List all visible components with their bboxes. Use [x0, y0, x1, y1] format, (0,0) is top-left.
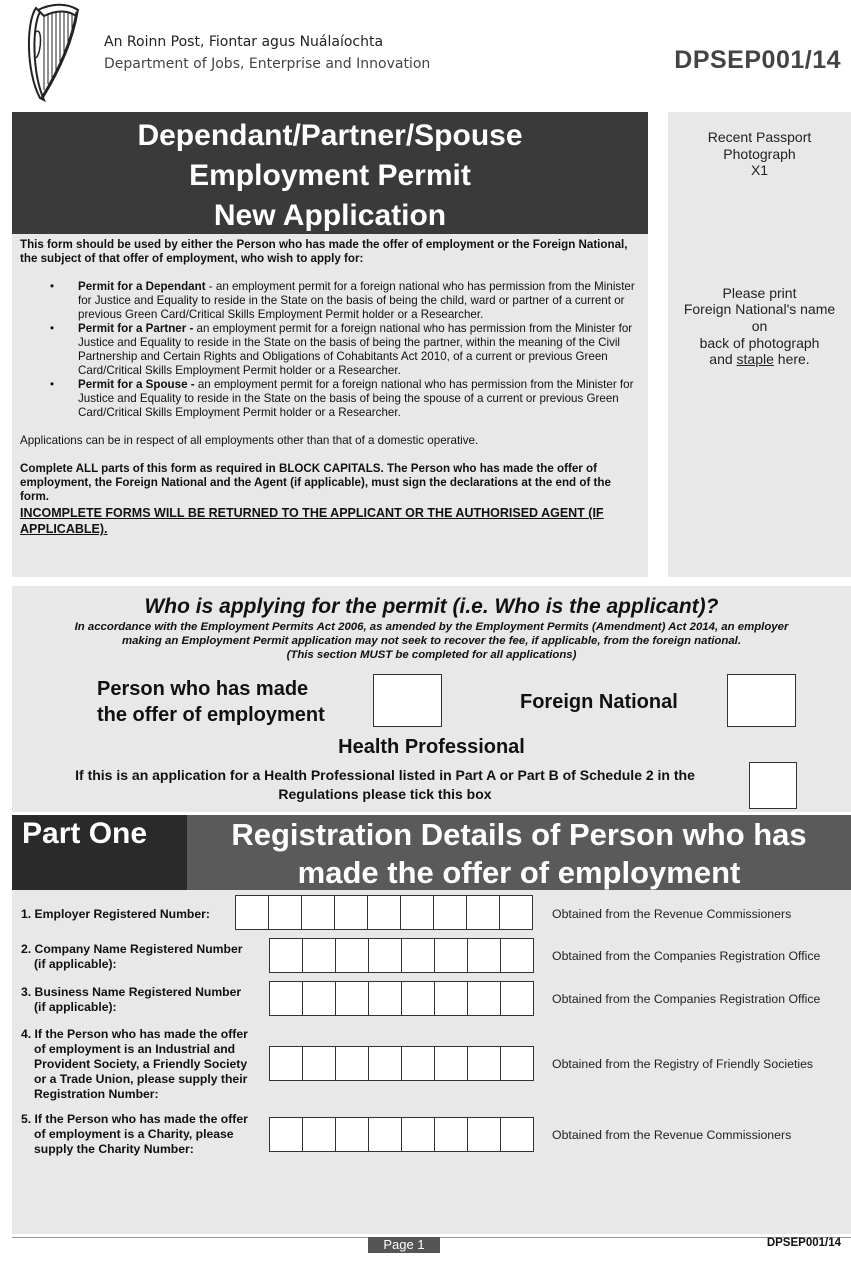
form-code: DPSEP001/14 — [674, 46, 841, 74]
field-label — [21, 907, 210, 922]
applicant-heading: Who is applying for the permit (i.e. Who is the applicant)? — [144, 595, 719, 618]
health-professional-line: Regulations please tick this box — [278, 786, 492, 802]
instructions: Complete ALL parts of this form as required in BLOCK CAPITALS. The Person who has made the offer of employment, the Foreign National and the Agent (if applicable), must sign the declarations at the end of the form. — [20, 462, 611, 503]
permit-term: Permit for a Partner - — [78, 322, 194, 335]
part-one-title-line: Registration Details of Person who has — [231, 817, 807, 852]
bullet-icon: • — [50, 378, 55, 391]
field-label-line: or a Trade Union, please supply their — [34, 1072, 248, 1086]
passport-photo-area — [668, 112, 851, 577]
permit-term: Permit for a Spouse - — [78, 378, 195, 391]
field-label-line: 4. If the Person who has made the offer — [21, 1027, 248, 1041]
photo-instruction: on — [751, 317, 768, 334]
field-label — [21, 1112, 248, 1157]
staple-word: staple — [736, 351, 774, 368]
field-note: Obtained from the Revenue Commissioners — [552, 1128, 792, 1142]
form-title-line: Dependant/Partner/Spouse — [137, 119, 523, 152]
permit-description: an employment permit for a foreign national who has permission from the Minister for Justice and Equality to reside in the State on the basis of being the partner, within the meaning of the Civil Partnership and Certain Rights and Obligations of Cohabitants Act 2010, of a current or previous Green Card/Critical Skills Employment Permit holder or a Researcher. — [78, 322, 633, 377]
photo-label: X1 — [750, 162, 769, 179]
photo-instruction-text: and — [709, 351, 737, 368]
health-professional-heading: Health Professional — [338, 736, 525, 758]
photo-instruction — [668, 351, 851, 368]
part-one-label: Part One — [12, 815, 187, 890]
page-number: Page 1 — [368, 1237, 440, 1253]
photo-instruction: Foreign National's name — [683, 301, 836, 318]
health-professional-checkbox[interactable] — [749, 762, 797, 809]
field-label-line: Provident Society, a Friendly Society — [34, 1057, 248, 1071]
list-item — [20, 280, 640, 322]
photo-label: Recent Passport — [707, 129, 812, 145]
field-label-line: 3. Business Name Registered Number — [21, 985, 242, 999]
society-number-input[interactable] — [270, 1046, 534, 1081]
field-note: Obtained from the Companies Registration Office — [552, 992, 821, 1006]
field-note: Obtained from the Revenue Commissioners — [552, 907, 792, 921]
incomplete-warning: INCOMPLETE FORMS WILL BE RETURNED TO THE APPLICANT OR THE AUTHORISED AGENT (IF APPLICABLE). — [20, 506, 604, 536]
field-label-line: 2. Company Name Registered Number — [21, 942, 243, 956]
applicant-subtext-line: (This section MUST be completed for all applications) — [286, 649, 577, 661]
permit-type-list — [20, 280, 640, 420]
harp-icon — [22, 2, 82, 104]
option-employer-label — [97, 676, 325, 728]
permit-term: Permit for a Dependant — [78, 280, 206, 293]
photo-instruction-text: here. — [773, 351, 810, 368]
department-irish: An Roinn Post, Fiontar agus Nuálaíochta — [104, 34, 384, 50]
intro-panel — [12, 112, 648, 577]
employer-number-input[interactable] — [236, 895, 533, 930]
field-label — [21, 942, 242, 972]
option-foreign-label: Foreign National — [520, 691, 678, 713]
list-item — [20, 322, 640, 378]
field-label-line: of employment is an Industrial and — [34, 1042, 236, 1056]
bullet-icon: • — [50, 280, 55, 293]
field-label-line: supply the Charity Number: — [34, 1142, 194, 1156]
applicant-subtext-line: making an Employment Permit application may not seek to recover the fee, if applicable, from the foreign national. — [121, 635, 742, 647]
health-professional-line: If this is an application for a Health Professional listed in Part A or Part B of Schedule 2 in the — [75, 767, 695, 783]
foreign-national-checkbox[interactable] — [727, 674, 796, 727]
form-title — [12, 112, 648, 234]
applicant-section — [12, 586, 851, 812]
intro-text — [12, 234, 648, 537]
department-english: Department of Jobs, Enterprise and Innovation — [104, 56, 431, 72]
company-number-input[interactable] — [270, 938, 534, 973]
registration-fields — [12, 890, 851, 1234]
part-one-title-line: made the offer of employment — [297, 855, 741, 890]
list-item — [20, 378, 640, 420]
field-label — [21, 1027, 248, 1102]
bullet-icon: • — [50, 322, 55, 335]
intro-lead: This form should be used by either the Person who has made the offer of employment or the Foreign National, the subject of that offer of employment, who wish to apply for: — [20, 238, 628, 265]
field-label-line: (if applicable): — [34, 1000, 117, 1014]
scope-note: Applications can be in respect of all employments other than that of a domestic operative. — [20, 434, 479, 447]
employer-checkbox[interactable] — [373, 674, 442, 727]
permit-description: an employment permit for a foreign national who has permission from the Minister for Justice and Equality to reside in the State on the basis of being the spouse of a current or previous Green Card/Critical Skills Employment Permit holder or a Researcher. — [78, 378, 634, 419]
form-title-line: New Application — [213, 199, 447, 232]
photo-label: Photograph — [723, 145, 796, 162]
field-label-line: of employment is a Charity, please — [34, 1127, 234, 1141]
health-professional-text — [20, 766, 750, 804]
permit-description: - an employment permit for a foreign national who has permission from the Minister for Justice and Equality to reside in the State on the basis of being the child, ward or partner of a current or previous Green Card/Critical Skills Employment Permit holder or a Researcher. — [78, 280, 635, 321]
field-note: Obtained from the Companies Registration Office — [552, 949, 821, 963]
field-label-line: 1. Employer Registered Number: — [21, 907, 210, 921]
field-label-line: 5. If the Person who has made the offer — [21, 1112, 248, 1126]
charity-number-input[interactable] — [270, 1117, 534, 1152]
part-one-header — [12, 815, 851, 890]
field-label — [21, 985, 241, 1015]
field-label-line: (if applicable): — [34, 957, 117, 971]
part-one-title — [187, 815, 851, 890]
department-name — [104, 34, 430, 72]
field-label-line: Registration Number: — [34, 1087, 159, 1101]
applicant-subtext-line: In accordance with the Employment Permits Act 2006, as amended by the Employment Permits (Amendment) Act 2014, an employer — [74, 621, 789, 633]
option-employer-line: Person who has made — [97, 678, 309, 700]
form-title-line: Employment Permit — [189, 159, 471, 192]
applicant-subtext — [12, 620, 851, 662]
option-employer-line: the offer of employment — [97, 704, 325, 726]
field-note: Obtained from the Registry of Friendly Societies — [552, 1057, 814, 1071]
photo-instruction: Please print — [722, 284, 797, 301]
business-number-input[interactable] — [270, 981, 534, 1016]
footer-form-code: DPSEP001/14 — [766, 1237, 841, 1249]
photo-instruction: back of photograph — [699, 334, 820, 351]
